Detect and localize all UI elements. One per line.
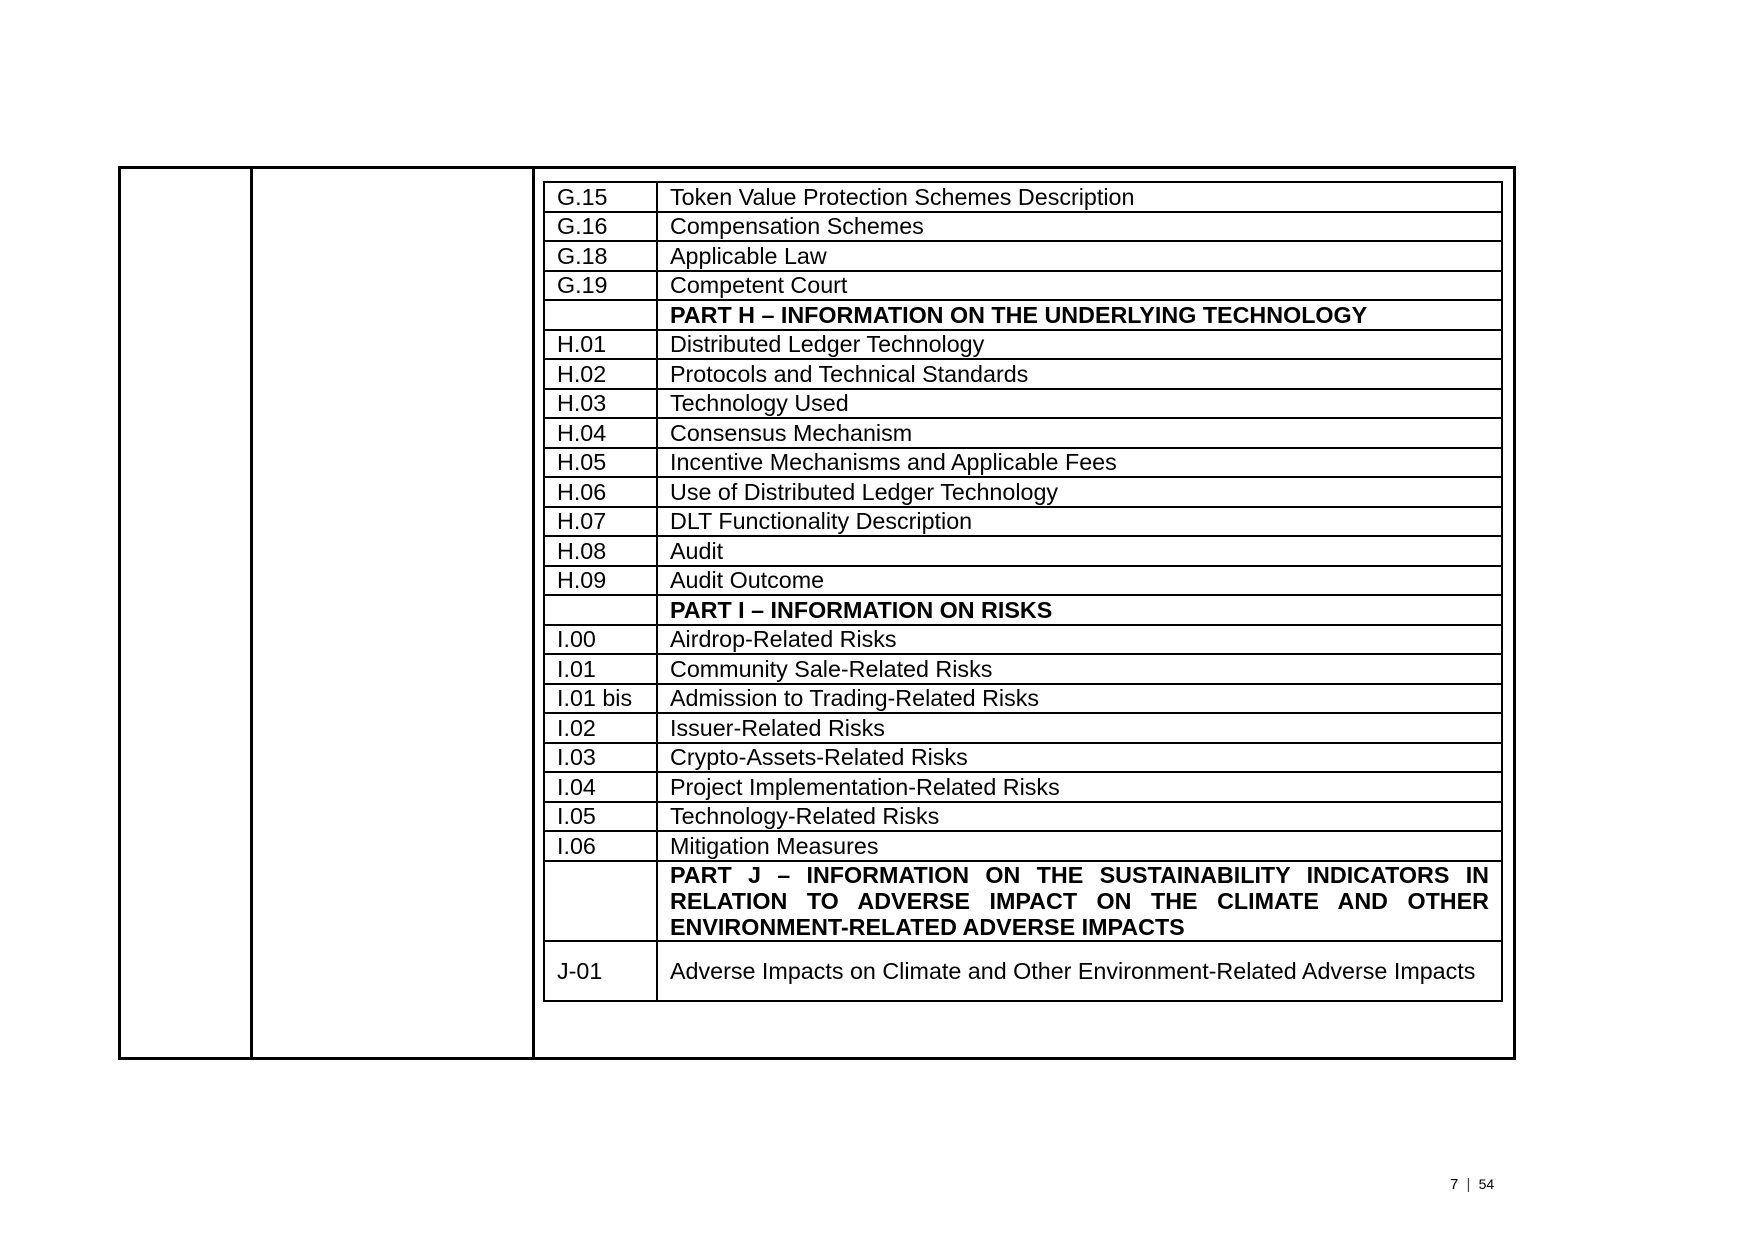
table-row	[544, 802, 1502, 832]
table-row	[544, 654, 1502, 684]
row-code: H.07	[544, 507, 657, 537]
table-row	[544, 241, 1502, 271]
row-code: H.03	[544, 389, 657, 419]
row-description: Audit Outcome	[657, 566, 1502, 596]
row-description: Incentive Mechanisms and Applicable Fees	[657, 448, 1502, 478]
table-row	[544, 418, 1502, 448]
row-description: Project Implementation-Related Risks	[657, 772, 1502, 802]
row-code: I.00	[544, 625, 657, 655]
row-code: I.05	[544, 802, 657, 832]
page-number-separator: |	[1466, 1176, 1471, 1193]
row-code: H.09	[544, 566, 657, 596]
row-code: I.06	[544, 831, 657, 861]
table-row	[544, 300, 1502, 330]
table-row	[544, 831, 1502, 861]
row-code	[544, 300, 657, 330]
row-description: Consensus Mechanism	[657, 418, 1502, 448]
row-description: Technology-Related Risks	[657, 802, 1502, 832]
row-code: J-01	[544, 941, 657, 1001]
outer-column-divider-1	[250, 169, 253, 1057]
row-code: I.01	[544, 654, 657, 684]
section-heading: PART J – INFORMATION ON THE SUSTAINABILITY INDICATORS IN RELATION TO ADVERSE IMPACT ON THE CLIMATE AND OTHER ENVIRONMENT-RELATED ADVERSE IMPACTS	[657, 861, 1502, 941]
row-code	[544, 595, 657, 625]
page-number-current: 7	[1450, 1176, 1459, 1193]
contents-table-body	[544, 182, 1502, 1001]
row-code: H.01	[544, 330, 657, 360]
table-row	[544, 507, 1502, 537]
outer-column-divider-2	[532, 169, 535, 1057]
row-description: Technology Used	[657, 389, 1502, 419]
table-row	[544, 625, 1502, 655]
table-row	[544, 330, 1502, 360]
section-heading: PART H – INFORMATION ON THE UNDERLYING TECHNOLOGY	[657, 300, 1502, 330]
table-row	[544, 861, 1502, 941]
row-description: Protocols and Technical Standards	[657, 359, 1502, 389]
row-description: Token Value Protection Schemes Description	[657, 182, 1502, 212]
row-description: Audit	[657, 536, 1502, 566]
table-row	[544, 772, 1502, 802]
row-description: Compensation Schemes	[657, 212, 1502, 242]
row-code: G.16	[544, 212, 657, 242]
row-description: Crypto-Assets-Related Risks	[657, 743, 1502, 773]
row-description: Issuer-Related Risks	[657, 713, 1502, 743]
table-row	[544, 389, 1502, 419]
row-description: Mitigation Measures	[657, 831, 1502, 861]
page-number-total: 54	[1478, 1176, 1495, 1192]
table-row	[544, 566, 1502, 596]
table-row	[544, 595, 1502, 625]
section-heading: PART I – INFORMATION ON RISKS	[657, 595, 1502, 625]
table-row	[544, 271, 1502, 301]
row-code	[544, 861, 657, 941]
row-description: Use of Distributed Ledger Technology	[657, 477, 1502, 507]
row-code: G.15	[544, 182, 657, 212]
row-code: H.02	[544, 359, 657, 389]
contents-table	[543, 181, 1503, 1002]
row-code: H.08	[544, 536, 657, 566]
row-code: I.03	[544, 743, 657, 773]
table-row	[544, 684, 1502, 714]
row-description: Airdrop-Related Risks	[657, 625, 1502, 655]
row-description: Community Sale-Related Risks	[657, 654, 1502, 684]
table-row	[544, 536, 1502, 566]
row-code: I.01 bis	[544, 684, 657, 714]
row-code: G.18	[544, 241, 657, 271]
row-description: Competent Court	[657, 271, 1502, 301]
page-number	[1450, 1176, 1494, 1193]
table-row	[544, 743, 1502, 773]
row-description: Distributed Ledger Technology	[657, 330, 1502, 360]
row-code: G.19	[544, 271, 657, 301]
row-description: Admission to Trading-Related Risks	[657, 684, 1502, 714]
table-row	[544, 941, 1502, 1001]
row-code: H.04	[544, 418, 657, 448]
row-code: I.04	[544, 772, 657, 802]
row-code: I.02	[544, 713, 657, 743]
table-row	[544, 359, 1502, 389]
row-code: H.05	[544, 448, 657, 478]
table-row	[544, 182, 1502, 212]
row-description: Adverse Impacts on Climate and Other Environment-Related Adverse Impacts	[657, 941, 1502, 1001]
table-row	[544, 448, 1502, 478]
row-description: DLT Functionality Description	[657, 507, 1502, 537]
row-description: Applicable Law	[657, 241, 1502, 271]
table-row	[544, 212, 1502, 242]
row-code: H.06	[544, 477, 657, 507]
table-row	[544, 713, 1502, 743]
table-row	[544, 477, 1502, 507]
